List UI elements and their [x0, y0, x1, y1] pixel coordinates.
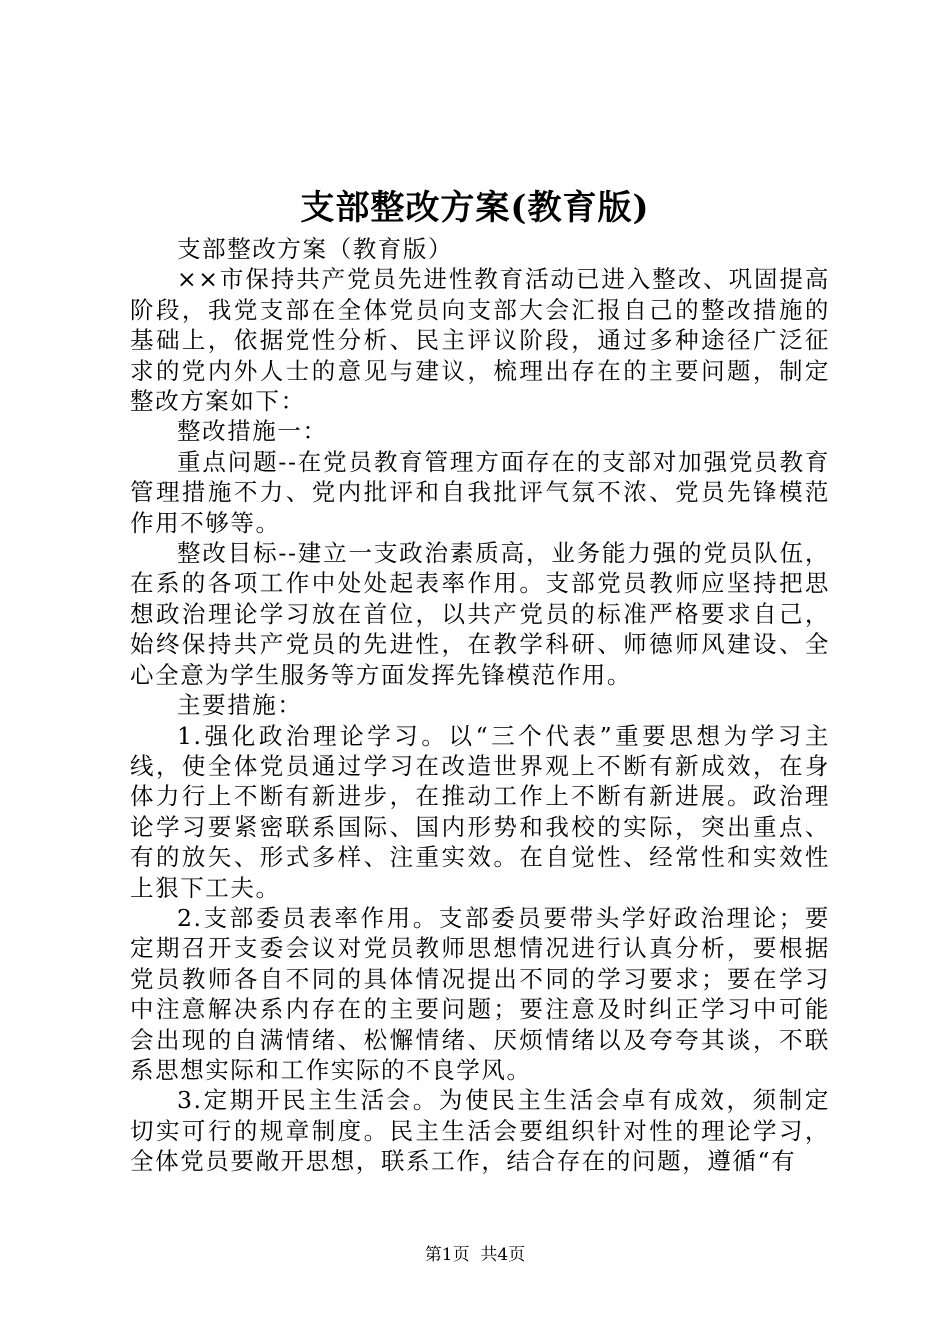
- goal-paragraph: 整改目标--建立一支政治素质高，业务能力强的党员队伍，在系的各项工作中处处起表率作用。支部党员教师应坚持把思想政治理论学习放在首位，以共产党员的标准严格要求自己，始终保持共产党员的先进性，在教学科研、师德师风建设、全心全意为学生服务等方面发挥先锋模范作用。: [130, 539, 830, 689]
- document-title: 支部整改方案(教育版): [300, 188, 650, 228]
- page-number: 第1页: [424, 1245, 470, 1265]
- page-footer: [0, 1243, 950, 1267]
- measure-item-1: 1.强化政治理论学习。以“三个代表”重要思想为学习主线，使全体党员通过学习在改造世界观上不断有新成效，在身体力行上不断有新进步，在推动工作上不断有新进展。政治理论学习要紧密联系国际、国内形势和我校的实际，突出重点、有的放矢、形式多样、注重实效。在自觉性、经常性和实效性上狠下工夫。: [130, 721, 830, 902]
- footer-gap: [470, 1245, 481, 1265]
- key-problem-paragraph: 重点问题--在党员教育管理方面存在的支部对加强党员教育管理措施不力、党内批评和自我批评气氛不浓、党员先锋模范作用不够等。: [130, 447, 830, 537]
- measure-item-3: 3.定期开民主生活会。为使民主生活会卓有成效，须制定切实可行的规章制度。民主生活会要组织针对性的理论学习，全体党员要敞开思想，联系工作，结合存在的问题，遵循“有: [130, 1086, 830, 1176]
- page-total: 共4页: [480, 1245, 526, 1265]
- measure-item-2: 2.支部委员表率作用。支部委员要带头学好政治理论；要定期召开支委会议对党员教师思想情况进行认真分析，要根据党员教师各自不同的具体情况提出不同的学习要求；要在学习中注意解决系内存在的主要问题；要注意及时纠正学习中可能会出现的自满情绪、松懈情绪、厌烦情绪以及夸夸其谈，不联系思想实际和工作实际的不良学风。: [130, 903, 830, 1084]
- subtitle-paragraph: 支部整改方案（教育版）: [177, 235, 454, 263]
- document-body: [130, 234, 830, 1177]
- main-measures-heading: 主要措施：: [177, 691, 303, 720]
- section-heading-measure-one: 整改措施一：: [177, 417, 328, 446]
- intro-paragraph: ××市保持共产党员先进性教育活动已进入整改、巩固提高阶段，我党支部在全体党员向支部大会汇报自己的整改措施的基础上，依据党性分析、民主评议阶段，通过多种途径广泛征求的党内外人士的意见与建议，梳理出存在的主要问题，制定整改方案如下：: [130, 265, 830, 416]
